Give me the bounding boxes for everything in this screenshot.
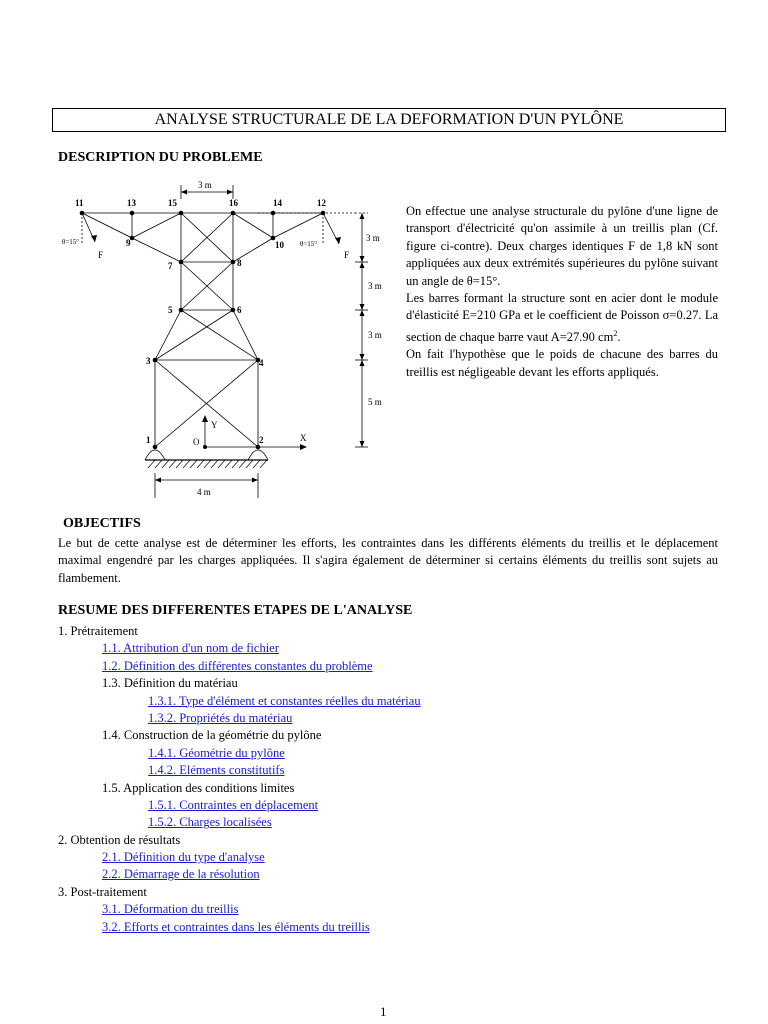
toc-link[interactable]: 3.1. Déformation du treillis — [102, 902, 239, 917]
section-heading-resume: RESUME DES DIFFERENTES ETAPES DE L'ANALYSE — [58, 603, 413, 618]
svg-text:3 m: 3 m — [368, 330, 382, 340]
description-paragraph-2: Les barres formant la structure sont en acier dont le module d'élasticité E=210 GPa et le coefficient de Poisson σ=0.27. La section de chaque barre vaut A=27.90 $cm^2$. — [406, 291, 718, 344]
toc-row — [58, 745, 718, 762]
objectifs-text: Le but de cette analyse est de déterminer les efforts, les contraintes dans les différents éléments du treillis et le déplacement maximal engendré par les charges appliquées. Il s'agira également de déterminer si certains éléments du treillis sont sujets au flambement. — [58, 536, 718, 585]
toc-row — [58, 727, 718, 744]
toc-row — [58, 640, 718, 657]
svg-text:2: 2 — [259, 435, 264, 445]
pylon-figure — [55, 172, 395, 502]
toc-row — [58, 849, 718, 866]
toc-link[interactable]: 1.3.2. Propriétés du matériau — [148, 710, 293, 725]
toc-row — [58, 832, 718, 849]
toc-link[interactable]: 1.4.1. Géométrie du pylône — [148, 745, 285, 760]
svg-text:8: 8 — [237, 258, 242, 268]
toc-link[interactable]: 1.2. Définition des différentes constantes du problème — [102, 658, 373, 673]
svg-text:3 m: 3 m — [198, 180, 212, 190]
toc-link[interactable]: 1.5.2. Charges localisées — [148, 815, 272, 830]
svg-text:F: F — [344, 250, 350, 260]
toc-label: 1.3. Définition du matériau — [102, 676, 238, 691]
section-heading-objectifs: OBJECTIFS — [63, 516, 141, 531]
svg-text:16: 16 — [229, 198, 238, 208]
svg-text:13: 13 — [127, 198, 136, 208]
toc-row — [58, 658, 718, 675]
toc-row — [58, 675, 718, 692]
svg-text:θ=15°: θ=15° — [300, 240, 318, 248]
svg-text:Y: Y — [211, 420, 218, 430]
toc-row — [58, 780, 718, 797]
toc-row — [58, 693, 718, 710]
svg-text:4: 4 — [259, 358, 264, 368]
svg-text:X: X — [300, 433, 307, 443]
toc-row — [58, 814, 718, 831]
description-paragraph-3: On fait l'hypothèse que le poids de chacune des barres du treillis est négligeable devant les efforts appliqués. — [406, 347, 718, 379]
toc-link[interactable]: 3.2. Efforts et contraintes dans les éléments du treillis — [102, 919, 370, 934]
svg-text:12: 12 — [317, 198, 326, 208]
description-text — [406, 203, 718, 381]
toc-link[interactable]: 2.1. Définition du type d'analyse — [102, 850, 265, 865]
toc-label: 2. Obtention de résultats — [58, 832, 181, 847]
section-heading-description: DESCRIPTION DU PROBLEME — [58, 150, 263, 165]
toc-link[interactable]: 1.5.1. Contraintes en déplacement — [148, 797, 319, 812]
toc-label: 3. Post-traitement — [58, 884, 147, 899]
toc-link[interactable]: 1.1. Attribution d'un nom de fichier — [102, 641, 279, 656]
page-number: 1 — [380, 1004, 387, 1019]
toc-label: 1.5. Application des conditions limites — [102, 780, 295, 795]
svg-text:3 m: 3 m — [368, 281, 382, 291]
toc-label: 1. Prétraitement — [58, 624, 138, 638]
svg-text:θ=15°: θ=15° — [62, 238, 80, 246]
svg-text:4 m: 4 m — [197, 487, 211, 497]
svg-text:5: 5 — [168, 305, 173, 315]
svg-text:3 m: 3 m — [366, 233, 380, 243]
svg-text:9: 9 — [126, 238, 131, 248]
svg-text:11: 11 — [75, 198, 84, 208]
svg-text:7: 7 — [168, 261, 173, 271]
svg-text:O: O — [193, 437, 200, 447]
toc-link[interactable]: 2.2. Démarrage de la résolution — [102, 867, 260, 882]
svg-text:5 m: 5 m — [368, 397, 382, 407]
svg-text:14: 14 — [273, 198, 282, 208]
toc-link[interactable]: 1.3.1. Type d'élément et constantes réelles du matériau — [148, 693, 421, 708]
description-paragraph-1: On effectue une analyse structurale du pylône d'une ligne de transport d'électricité qu'on assimile à un treillis plan (Cf. figure ci-contre). Deux charges identiques F de 1,8 kN sont appliquées aux deux extrémités supérieures du pylône suivant un angle de θ=15°. — [406, 204, 718, 288]
svg-text:10: 10 — [275, 240, 284, 250]
svg-text:1: 1 — [146, 435, 151, 445]
toc-row — [58, 901, 718, 918]
toc-row — [58, 884, 718, 901]
toc-row — [58, 797, 718, 814]
toc-row — [58, 919, 718, 936]
table-of-contents — [58, 623, 718, 936]
toc-label: 1.4. Construction de la géométrie du pylône — [102, 728, 322, 743]
svg-text:3: 3 — [146, 356, 151, 366]
svg-text:6: 6 — [237, 305, 242, 315]
toc-row — [58, 710, 718, 727]
toc-row — [58, 762, 718, 779]
toc-link[interactable]: 1.4.2. Eléments constitutifs — [148, 763, 285, 778]
toc-row — [58, 623, 718, 640]
svg-text:15: 15 — [168, 198, 177, 208]
svg-text:F: F — [98, 250, 104, 260]
document-title: ANALYSE STRUCTURALE DE LA DEFORMATION D'UN PYLÔNE — [52, 108, 726, 132]
toc-row — [58, 866, 718, 883]
